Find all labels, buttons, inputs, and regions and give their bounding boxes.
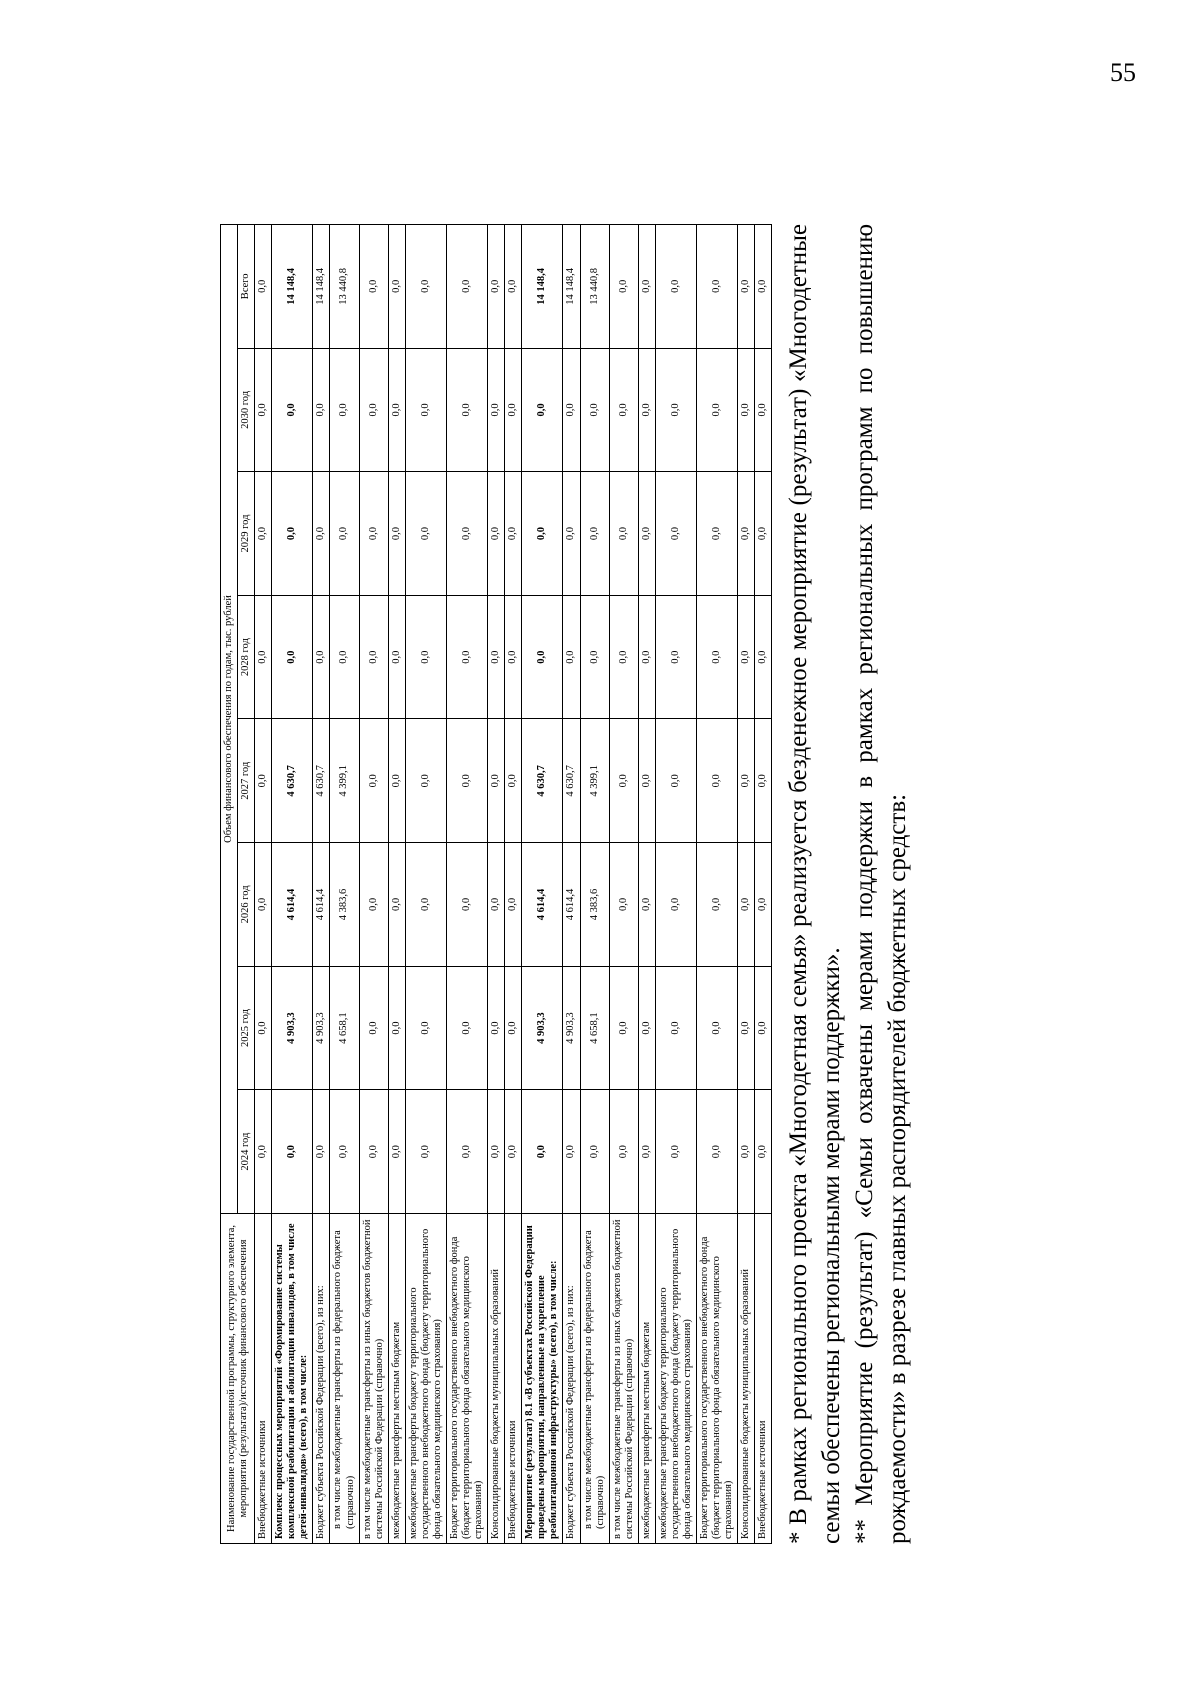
- value-cell: 0,0: [563, 472, 580, 596]
- name-column-header: Наименование государственной программы, структурного элемента, мероприятия (результата)/источник финансового обеспечения: [221, 1214, 255, 1544]
- value-cell: 4 614,4: [563, 843, 580, 967]
- value-cell: 0,0: [638, 719, 655, 843]
- value-cell: 4 614,4: [313, 843, 330, 967]
- value-cell: 0,0: [488, 472, 505, 596]
- value-cell: 0,0: [330, 595, 359, 719]
- value-cell: 0,0: [563, 1090, 580, 1214]
- value-cell: 0,0: [655, 595, 696, 719]
- value-cell: 0,0: [580, 348, 609, 472]
- table-row: [446, 225, 487, 1544]
- value-cell: 4 630,7: [272, 719, 313, 843]
- value-cell: 0,0: [272, 472, 313, 596]
- value-cell: 0,0: [580, 1090, 609, 1214]
- value-cell: 0,0: [405, 719, 446, 843]
- value-cell: 4 614,4: [272, 843, 313, 967]
- financing-group-header: Объем финансового обеспечения по годам, тыс. рублей: [221, 225, 238, 1214]
- value-cell: 0,0: [697, 966, 738, 1090]
- value-cell: 0,0: [505, 843, 522, 967]
- value-cell: 0,0: [755, 719, 772, 843]
- value-cell: 0,0: [488, 719, 505, 843]
- value-cell: 0,0: [255, 348, 272, 472]
- value-cell: 0,0: [388, 843, 405, 967]
- value-cell: 0,0: [638, 966, 655, 1090]
- value-cell: 4 614,4: [522, 843, 563, 967]
- value-cell: 0,0: [488, 348, 505, 472]
- value-cell: 0,0: [638, 595, 655, 719]
- row-label: Комплекс процессных мероприятий «Формирование системы комплексной реабилитации и абилитации инвалидов, в том числе детей-инвалидов» (всего), в том числе:: [272, 1214, 313, 1544]
- value-cell: 0,0: [638, 348, 655, 472]
- row-label: Консолидированные бюджеты муниципальных образований: [488, 1214, 505, 1544]
- value-cell: 0,0: [638, 843, 655, 967]
- value-cell: 0,0: [522, 595, 563, 719]
- value-cell: 0,0: [359, 472, 388, 596]
- footnote-2: ** Мероприятие (результат) «Семьи охвачены мерами поддержки в рамках региональных программ по повышению рождаемости» в разрезе главных распорядителей бюджетных средств:: [851, 224, 912, 1544]
- value-cell: 0,0: [738, 595, 755, 719]
- row-label: Внебюджетные источники: [505, 1214, 522, 1544]
- value-cell: 0,0: [609, 225, 638, 349]
- value-cell: 0,0: [255, 472, 272, 596]
- value-cell: 0,0: [563, 595, 580, 719]
- table-row: [655, 225, 696, 1544]
- value-cell: 0,0: [488, 843, 505, 967]
- value-cell: 14 148,4: [522, 225, 563, 349]
- value-cell: 0,0: [359, 225, 388, 349]
- value-cell: 0,0: [405, 472, 446, 596]
- year-header: 2024 год: [238, 1090, 255, 1214]
- row-label: Мероприятие (результат) 8.1 «В субъектах Российской Федерации проведены мероприятия, направленные на укрепление реабилитационной инфраструктуры» (всего), в том числе:: [522, 1214, 563, 1544]
- row-label: в том числе межбюджетные трансферты из иных бюджетов бюджетной системы Российской Федерации (справочно): [359, 1214, 388, 1544]
- value-cell: 0,0: [580, 472, 609, 596]
- value-cell: 0,0: [505, 595, 522, 719]
- value-cell: 0,0: [313, 595, 330, 719]
- table-body: [255, 225, 772, 1544]
- value-cell: 0,0: [405, 225, 446, 349]
- value-cell: 0,0: [446, 1090, 487, 1214]
- table-row: [609, 225, 638, 1544]
- value-cell: 0,0: [522, 1090, 563, 1214]
- value-cell: 0,0: [313, 1090, 330, 1214]
- value-cell: 0,0: [359, 719, 388, 843]
- value-cell: 0,0: [272, 595, 313, 719]
- value-cell: 0,0: [655, 966, 696, 1090]
- table-row: [388, 225, 405, 1544]
- row-label: Бюджет субъекта Российской Федерации (всего), из них:: [313, 1214, 330, 1544]
- year-header: 2025 год: [238, 966, 255, 1090]
- value-cell: 4 903,3: [313, 966, 330, 1090]
- value-cell: 0,0: [505, 225, 522, 349]
- value-cell: 0,0: [505, 348, 522, 472]
- financing-table: [220, 224, 772, 1544]
- value-cell: 0,0: [505, 472, 522, 596]
- row-label: Внебюджетные источники: [255, 1214, 272, 1544]
- row-label: в том числе межбюджетные трансферты из иных бюджетов бюджетной системы Российской Федерации (справочно): [609, 1214, 638, 1544]
- value-cell: 0,0: [255, 1090, 272, 1214]
- table-row: [522, 225, 563, 1544]
- value-cell: 0,0: [505, 1090, 522, 1214]
- value-cell: 0,0: [255, 843, 272, 967]
- year-header: 2028 год: [238, 595, 255, 719]
- row-label: Внебюджетные источники: [755, 1214, 772, 1544]
- value-cell: 4 903,3: [522, 966, 563, 1090]
- value-cell: 0,0: [609, 595, 638, 719]
- value-cell: 0,0: [738, 472, 755, 596]
- value-cell: 0,0: [609, 1090, 638, 1214]
- value-cell: 0,0: [359, 348, 388, 472]
- value-cell: 13 440,8: [330, 225, 359, 349]
- value-cell: 0,0: [522, 472, 563, 596]
- value-cell: 0,0: [505, 966, 522, 1090]
- value-cell: 0,0: [330, 348, 359, 472]
- value-cell: 0,0: [655, 843, 696, 967]
- footnotes: [782, 224, 914, 1544]
- row-label: Бюджет территориального государственного внебюджетного фонда (бюджет территориального фонда обязательного медицинского страхования): [446, 1214, 487, 1544]
- value-cell: 0,0: [697, 843, 738, 967]
- row-label: Консолидированные бюджеты муниципальных образований: [738, 1214, 755, 1544]
- table-row: [405, 225, 446, 1544]
- value-cell: 0,0: [697, 595, 738, 719]
- value-cell: 0,0: [638, 225, 655, 349]
- value-cell: 0,0: [255, 225, 272, 349]
- row-label: Бюджет субъекта Российской Федерации (всего), из них:: [563, 1214, 580, 1544]
- value-cell: 0,0: [446, 348, 487, 472]
- value-cell: 0,0: [359, 843, 388, 967]
- table-row: [272, 225, 313, 1544]
- year-header: 2026 год: [238, 843, 255, 967]
- value-cell: 4 903,3: [563, 966, 580, 1090]
- value-cell: 0,0: [755, 348, 772, 472]
- value-cell: 0,0: [405, 348, 446, 472]
- value-cell: 0,0: [738, 719, 755, 843]
- row-label: межбюджетные трансферты бюджету территориального государственного внебюджетного фонда (бюджету территориального фонда обязательного медицинского страхования): [655, 1214, 696, 1544]
- table-row: [330, 225, 359, 1544]
- value-cell: 0,0: [255, 595, 272, 719]
- table-row: [505, 225, 522, 1544]
- value-cell: 0,0: [488, 966, 505, 1090]
- value-cell: 0,0: [255, 966, 272, 1090]
- value-cell: 0,0: [755, 1090, 772, 1214]
- value-cell: 0,0: [697, 472, 738, 596]
- value-cell: 0,0: [609, 719, 638, 843]
- value-cell: 0,0: [655, 472, 696, 596]
- year-header: 2029 год: [238, 472, 255, 596]
- value-cell: 0,0: [272, 1090, 313, 1214]
- row-label: межбюджетные трансферты местным бюджетам: [638, 1214, 655, 1544]
- value-cell: 0,0: [388, 348, 405, 472]
- table-row: [580, 225, 609, 1544]
- value-cell: 0,0: [359, 966, 388, 1090]
- value-cell: 0,0: [446, 719, 487, 843]
- row-label: Бюджет территориального государственного внебюджетного фонда (бюджет территориального фонда обязательного медицинского страхования): [697, 1214, 738, 1544]
- value-cell: 0,0: [655, 225, 696, 349]
- value-cell: 0,0: [405, 595, 446, 719]
- value-cell: 0,0: [655, 719, 696, 843]
- value-cell: 0,0: [697, 348, 738, 472]
- value-cell: 0,0: [755, 472, 772, 596]
- value-cell: 0,0: [388, 1090, 405, 1214]
- value-cell: 0,0: [359, 1090, 388, 1214]
- value-cell: 0,0: [738, 1090, 755, 1214]
- table-row: [697, 225, 738, 1544]
- row-label: межбюджетные трансферты бюджету территориального государственного внебюджетного фонда (бюджету территориального фонда обязательного медицинского страхования): [405, 1214, 446, 1544]
- value-cell: 4 399,1: [330, 719, 359, 843]
- value-cell: 4 658,1: [330, 966, 359, 1090]
- value-cell: 0,0: [405, 966, 446, 1090]
- value-cell: 0,0: [755, 843, 772, 967]
- table-row: [313, 225, 330, 1544]
- value-cell: 4 630,7: [563, 719, 580, 843]
- value-cell: 0,0: [446, 472, 487, 596]
- value-cell: 0,0: [388, 472, 405, 596]
- value-cell: 0,0: [609, 843, 638, 967]
- row-label: межбюджетные трансферты местным бюджетам: [388, 1214, 405, 1544]
- value-cell: 0,0: [446, 225, 487, 349]
- value-cell: 0,0: [255, 719, 272, 843]
- value-cell: 4 903,3: [272, 966, 313, 1090]
- row-label: в том числе межбюджетные трансферты из федерального бюджета (справочно): [330, 1214, 359, 1544]
- value-cell: 0,0: [655, 1090, 696, 1214]
- value-cell: 0,0: [609, 966, 638, 1090]
- value-cell: 0,0: [488, 595, 505, 719]
- table-row: [638, 225, 655, 1544]
- value-cell: 0,0: [738, 843, 755, 967]
- value-cell: 0,0: [488, 1090, 505, 1214]
- value-cell: 4 383,6: [580, 843, 609, 967]
- table-row: [488, 225, 505, 1544]
- value-cell: 0,0: [638, 472, 655, 596]
- table-row: [563, 225, 580, 1544]
- value-cell: 0,0: [488, 225, 505, 349]
- value-cell: 0,0: [388, 225, 405, 349]
- value-cell: 0,0: [405, 1090, 446, 1214]
- value-cell: 0,0: [330, 472, 359, 596]
- page-number: 55: [1110, 58, 1136, 87]
- year-header: 2027 год: [238, 719, 255, 843]
- value-cell: 0,0: [738, 348, 755, 472]
- value-cell: 0,0: [755, 966, 772, 1090]
- value-cell: 4 630,7: [522, 719, 563, 843]
- value-cell: 0,0: [505, 719, 522, 843]
- value-cell: 4 383,6: [330, 843, 359, 967]
- value-cell: 0,0: [359, 595, 388, 719]
- value-cell: 0,0: [330, 1090, 359, 1214]
- value-cell: 0,0: [446, 966, 487, 1090]
- value-cell: 0,0: [697, 719, 738, 843]
- value-cell: 4 630,7: [313, 719, 330, 843]
- rotated-content: [220, 204, 1080, 1544]
- value-cell: 0,0: [738, 966, 755, 1090]
- table-row: [359, 225, 388, 1544]
- table-row: [738, 225, 755, 1544]
- value-cell: 13 440,8: [580, 225, 609, 349]
- footnote-1: * В рамках регионального проекта «Многодетная семья» реализуется безденежное мероприятие (результат) «Многодетные семьи обеспечены региональными мерами поддержки».: [785, 224, 846, 1544]
- value-cell: 0,0: [522, 348, 563, 472]
- value-cell: 0,0: [738, 225, 755, 349]
- value-cell: 0,0: [272, 348, 313, 472]
- value-cell: 0,0: [388, 966, 405, 1090]
- year-header: Всего: [238, 225, 255, 349]
- value-cell: 14 148,4: [272, 225, 313, 349]
- value-cell: 0,0: [313, 348, 330, 472]
- value-cell: 0,0: [446, 595, 487, 719]
- value-cell: 0,0: [638, 1090, 655, 1214]
- value-cell: 0,0: [313, 472, 330, 596]
- table-row: [755, 225, 772, 1544]
- value-cell: 4 399,1: [580, 719, 609, 843]
- value-cell: 0,0: [446, 843, 487, 967]
- value-cell: 0,0: [609, 472, 638, 596]
- value-cell: 0,0: [755, 595, 772, 719]
- year-header: 2030 год: [238, 348, 255, 472]
- value-cell: 0,0: [655, 348, 696, 472]
- value-cell: 0,0: [405, 843, 446, 967]
- value-cell: 14 148,4: [563, 225, 580, 349]
- value-cell: 0,0: [580, 595, 609, 719]
- table-row: [255, 225, 272, 1544]
- value-cell: 0,0: [563, 348, 580, 472]
- value-cell: 0,0: [388, 719, 405, 843]
- value-cell: 0,0: [755, 225, 772, 349]
- value-cell: 4 658,1: [580, 966, 609, 1090]
- value-cell: 0,0: [697, 1090, 738, 1214]
- value-cell: 14 148,4: [313, 225, 330, 349]
- value-cell: 0,0: [388, 595, 405, 719]
- value-cell: 0,0: [697, 225, 738, 349]
- row-label: в том числе межбюджетные трансферты из федерального бюджета (справочно): [580, 1214, 609, 1544]
- value-cell: 0,0: [609, 348, 638, 472]
